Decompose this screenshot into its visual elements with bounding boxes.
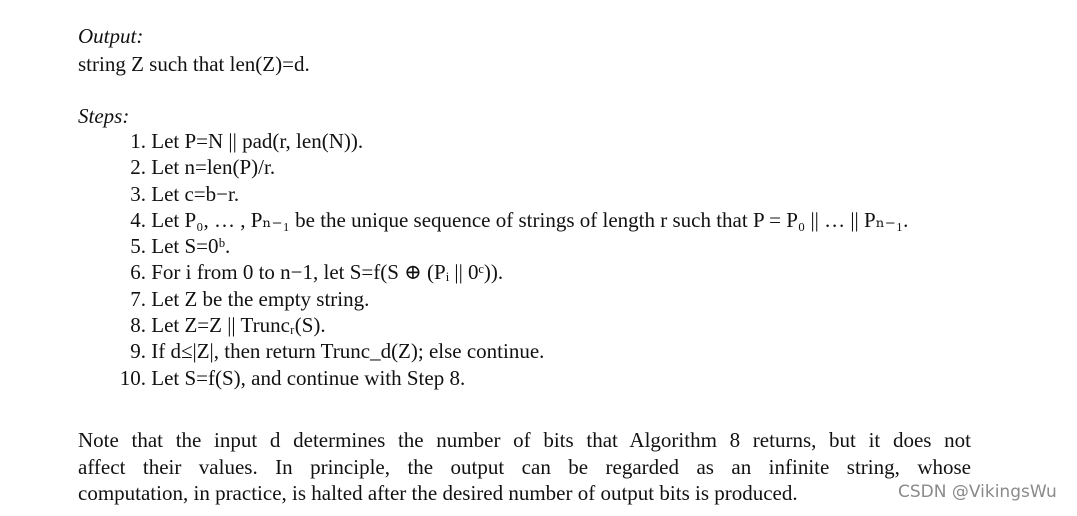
step-text: Let S=0ᵇ. <box>151 234 231 259</box>
note-line: Note that the input d determines the number of bits that Algorithm 8 returns, but it does not <box>78 428 971 452</box>
step-item <box>112 233 908 259</box>
step-text: Let Z=Z || Truncᵣ(S). <box>151 313 326 338</box>
note-line: affect their values. In principle, the output can be regarded as an infinite string, whose <box>78 454 971 479</box>
step-item <box>112 154 908 180</box>
step-number: 2. <box>130 155 146 180</box>
output-heading: Output: <box>78 24 144 48</box>
step-item <box>112 365 908 391</box>
step-text: Let c=b−r. <box>151 181 240 206</box>
step-text: Let Z be the empty string. <box>151 286 370 311</box>
step-number: 3. <box>130 181 146 206</box>
step-number: 7. <box>130 286 146 311</box>
note-paragraph <box>78 427 971 507</box>
note-line: computation, in practice, is halted after the desired number of output bits is produced. <box>78 481 798 505</box>
step-number: 10. <box>119 365 146 390</box>
watermark: CSDN @VikingsWu <box>898 482 1057 502</box>
step-item <box>112 181 908 207</box>
step-number: 9. <box>130 339 146 364</box>
steps-list <box>112 128 908 391</box>
step-text: If d≤|Z|, then return Trunc_d(Z); else continue. <box>151 339 545 364</box>
step-number: 4. <box>130 207 146 232</box>
step-item <box>112 259 908 285</box>
step-number: 6. <box>130 260 146 285</box>
step-number: 5. <box>130 234 146 259</box>
step-text: Let n=len(P)/r. <box>151 155 276 180</box>
step-text: Let S=f(S), and continue with Step 8. <box>151 365 466 390</box>
step-number: 1. <box>130 129 146 153</box>
step-number: 8. <box>130 313 146 338</box>
step-text: Let P₀, … , Pₙ₋₁ be the unique sequence of strings of length r such that P = P₀ || … || Pₙ₋₁. <box>151 207 909 232</box>
step-item <box>112 128 908 154</box>
output-description: string Z such that len(Z)=d. <box>78 52 310 76</box>
step-text: Let P=N || pad(r, len(N)). <box>151 129 364 153</box>
step-item <box>112 286 908 312</box>
step-item <box>112 338 908 364</box>
steps-heading: Steps: <box>78 104 130 128</box>
step-item <box>112 207 908 233</box>
step-item <box>112 312 908 338</box>
step-text: For i from 0 to n−1, let S=f(S ⊕ (Pᵢ || 0ᶜ)). <box>151 260 504 285</box>
